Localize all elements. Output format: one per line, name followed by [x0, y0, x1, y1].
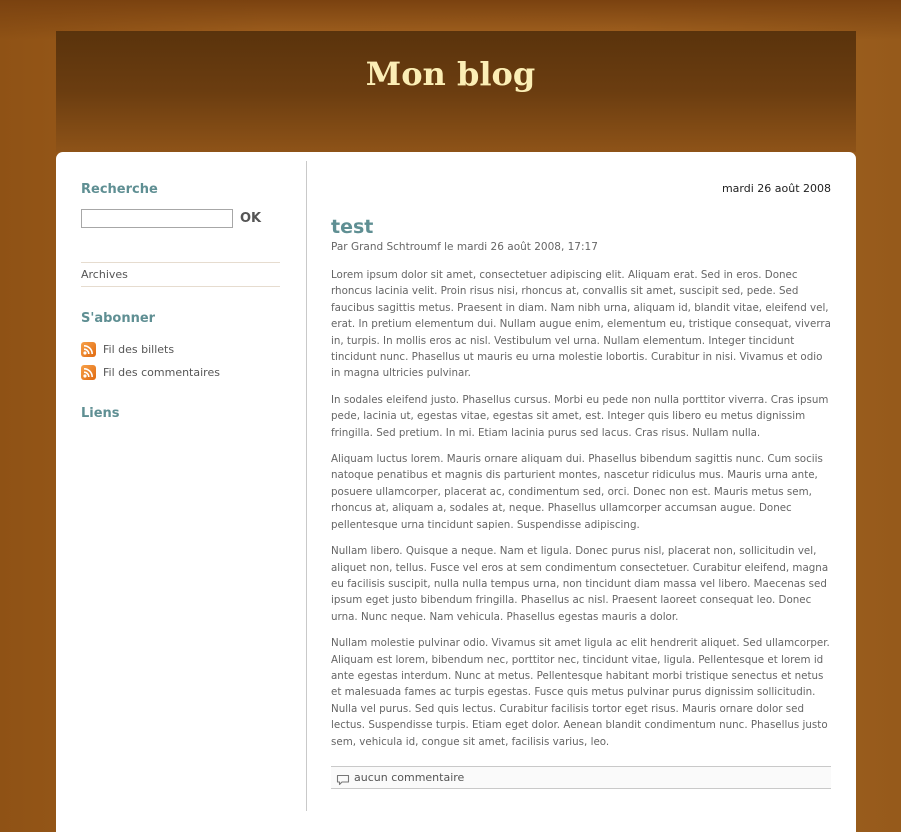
- search-widget-title: Recherche: [81, 182, 158, 197]
- subscribe-widget-title: S'abonner: [81, 311, 156, 326]
- post-paragraph: Lorem ipsum dolor sit amet, consectetuer adipiscing elit. Aliquam erat. Sed in eros. Donec rhoncus lacinia velit. Proin risus nisi, rhoncus at, convallis sit amet, suscipit sed, pede. Sed faucibus sagittis metus. Praesent in diam. Nam nibh urna, aliquam id, blandit vitae, eleifend vel, erat. In pretium elementum dui. Nullam augue enim, elementum eu, tristique consequat, viverra in, turpis. In mollis eros ac nisl. Vestibulum vel urna. Nullam elementum. Integer tincidunt tincidunt nunc. Phasellus ut mauris eu urna molestie lobortis. Curabitur in nisi. Vivamus et odio in magna ultricies pulvinar.: [331, 269, 831, 380]
- site-title[interactable]: Mon blog: [365, 55, 536, 93]
- post-meta: Par Grand Schtroumf le mardi 26 août 2008, 17:17: [331, 241, 598, 253]
- archives-widget: [81, 262, 280, 287]
- feed-entries-link[interactable]: Fil des billets: [103, 342, 175, 356]
- search-input[interactable]: [81, 209, 233, 228]
- post-title[interactable]: test: [331, 216, 374, 238]
- archives-link[interactable]: Archives: [81, 268, 128, 281]
- column-divider: [306, 161, 307, 811]
- feed-comments-link[interactable]: Fil des commentaires: [103, 365, 220, 379]
- rss-icon: [81, 342, 96, 357]
- rss-icon: [81, 365, 96, 380]
- post-body: [331, 267, 831, 760]
- post-paragraph: Nullam molestie pulvinar odio. Vivamus sit amet ligula ac elit hendrerit aliquet. Sed ullamcorper. Aliquam est lorem, bibendum nec, porttitor nec, tincidunt vitae, ligula. Pellentesque et lorem id ante egestas interdum. Nunc at metus. Pellentesque habitant morbi tristique senectus et netus et malesuada fames ac turpis egestas. Fusce quis metus pulvinar purus dignissim sollicitudin. Nulla vel purus. Sed quis lectus. Curabitur facilisis tortor eget risus. Mauris ornare dolor sed lectus. Suspendisse turpis. Etiam eget dolor. Aenean blandit condimentum nunc. Phasellus justo sem, vehicula id, congue sit amet, facilisis varius, leo.: [331, 637, 830, 748]
- feed-item-comments[interactable]: [81, 364, 220, 380]
- post-date-header: mardi 26 août 2008: [721, 182, 831, 195]
- search-ok-button[interactable]: OK: [240, 209, 261, 229]
- comments-link[interactable]: aucun commentaire: [354, 771, 465, 784]
- post-paragraph: In sodales eleifend justo. Phasellus cursus. Morbi eu pede non nulla porttitor viverra. Cras ipsum pede, lacinia ut, egestas vitae, egestas sit amet, est. Integer quis libero eu metus dignissim fringilla. Sed pretium. In mi. Etiam lacinia purus sed lacus. Cras risus. Nullam nulla.: [331, 393, 829, 439]
- feed-item-entries[interactable]: [81, 341, 174, 357]
- post-paragraph: Aliquam luctus lorem. Mauris ornare aliquam dui. Phasellus bibendum sagittis nunc. Cum sociis natoque penatibus et magnis dis parturient montes, nascetur ridiculus mus. Mauris urna ante, posuere ullamcorper, placerat ac, condimentum sed, orci. Donec non est. Mauris metus sem, rhoncus at, aliquam a, sodales at, neque. Phasellus ullamcorper accumsan augue. Donec pellentesque urna tincidunt sapien. Suspendisse adipiscing.: [331, 453, 823, 531]
- post-footer: [331, 766, 831, 789]
- links-widget-title: Liens: [81, 406, 120, 421]
- comment-bubble-icon: [336, 771, 350, 790]
- post-paragraph: Nullam libero. Quisque a neque. Nam et ligula. Donec purus nisl, placerat non, sollicitudin vel, aliquet non, tellus. Fusce vel eros at sem condimentum consectetuer. Curabitur eleifend, magna eu facilisis suscipit, nulla nulla tempus urna, non tincidunt diam massa vel libero. Maecenas sed ipsum eget justo bibendum fringilla. Phasellus ac nisl. Praesent laoreet consequat leo. Donec urna. Nunc neque. Nam vehicula. Phasellus egestas mauris a dolor.: [331, 545, 829, 623]
